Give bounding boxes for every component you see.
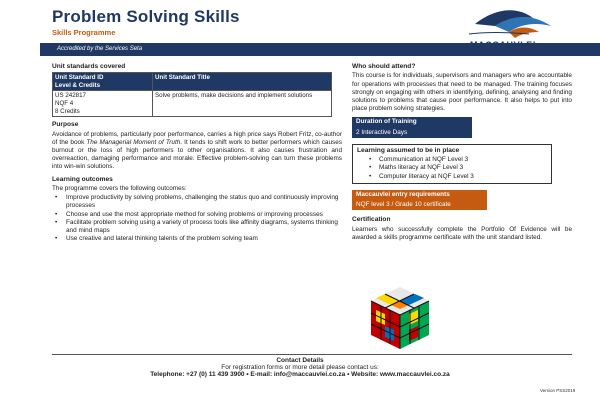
list-item: • Computer literacy at NQF Level 3: [357, 173, 547, 181]
page-title: Problem Solving Skills: [52, 7, 240, 26]
learning-assumed-box: [352, 144, 552, 184]
entry-heading: Maccauvlei entry requirements: [352, 190, 487, 200]
unit-level: NQF 4: [55, 99, 74, 107]
purpose-body-pre: Avoidance of problems, particularly poor performance, carries a high price says Robert Fritz, co-author of the book: [52, 130, 342, 146]
unit-credits: 8 Credits: [55, 107, 80, 115]
learning-list: [357, 156, 547, 181]
unit-title: Solve problems, make decisions and implement solutions: [155, 91, 313, 99]
unit-standards-table: [52, 72, 332, 117]
unit-title-cell: [153, 91, 332, 117]
certification-heading: Certification: [352, 216, 391, 224]
purpose-section: [52, 121, 342, 171]
purpose-body: [52, 131, 342, 172]
version-label: Version PSS2019: [540, 388, 576, 393]
list-item: • Choose and use the most appropriate method for solving problems or improving processes: [52, 211, 342, 219]
duration-heading: Duration of Training: [352, 117, 472, 127]
page-subtitle: Skills Programme: [52, 28, 116, 37]
certification-body: Learners who successfully complete the Portfolio Of Evidence will be awarded a skills programme certificate with the unit standard listed.: [352, 225, 572, 241]
list-item: • Use creative and lateral thinking talents of the problem solving team: [52, 235, 342, 243]
list-item: • Maths literacy at NQF Level 3: [357, 164, 547, 172]
outcomes-section: [52, 176, 342, 244]
col1-header-text: Unit Standard ID Level & Credits: [55, 73, 104, 89]
purpose-heading: Purpose: [52, 121, 79, 129]
footer-line1: For registration forms or more detail please contact us:: [221, 364, 379, 371]
outcomes-heading: Learning outcomes: [52, 175, 113, 183]
right-column: [352, 63, 572, 242]
left-column: [52, 63, 342, 243]
list-item: • Improve productivity by solving problems, challenging the status quo and continuously improving processes: [52, 194, 342, 210]
purpose-body-post: . It tends to shift work to better performers which causes burnout or the loss of high performers to other organisations. It also causes frustration and overreaction, damaging performance and morale. Effective problem-solving can turn these problems into win-win solutions.: [52, 138, 342, 171]
accreditation-text: Accredited by the Services Seta: [57, 45, 143, 52]
footer-heading: Contact Details: [276, 357, 324, 364]
contact-footer: [0, 354, 600, 378]
document-header: [0, 0, 600, 62]
list-item: • Communication at NQF Level 3: [357, 156, 547, 164]
footer-contacts: Telephone: +27 (0) 11 439 3900 • E-mail: info@maccauvlei.co.za • Website: www.maccauvlei.co.za: [150, 371, 450, 378]
entry-value: NQF level 3 / Grade 10 certificate: [352, 200, 487, 210]
learning-heading: Learning assumed to be in place: [357, 146, 460, 154]
unit-id-cell: [53, 91, 153, 117]
attend-body: This course is for individuals, supervisors and managers who are accountable for operations with processes that need to be managed. The training focuses strongly on engaging with others in identifying, defining, analysing and finding solutions to problems that cause poor performance. It also helps to put into place problem solving strategies.: [352, 72, 572, 113]
duration-value: 2 Interactive Days: [352, 128, 472, 138]
col2-header-text: Unit Standard Title: [155, 73, 210, 81]
units-heading: Unit standards covered: [52, 63, 126, 70]
purpose-book-title: The Managerial Moment of Truth: [86, 138, 181, 146]
table-header-row: [53, 73, 332, 91]
rubiks-cube-icon: [365, 283, 435, 353]
table-row: [53, 91, 332, 117]
outcomes-intro: The programme covers the following outcomes:: [52, 184, 187, 192]
unit-id: US 242817: [55, 91, 86, 99]
table-col1-header: [53, 73, 153, 91]
outcomes-list: [52, 194, 342, 243]
list-item: • Facilitate problem solving using a variety of process tools like affinity diagrams, systems thinking and mind maps: [52, 219, 342, 235]
table-col2-header: [153, 73, 332, 91]
certification-section: [352, 216, 572, 242]
attend-heading: Who should attend?: [352, 63, 416, 70]
